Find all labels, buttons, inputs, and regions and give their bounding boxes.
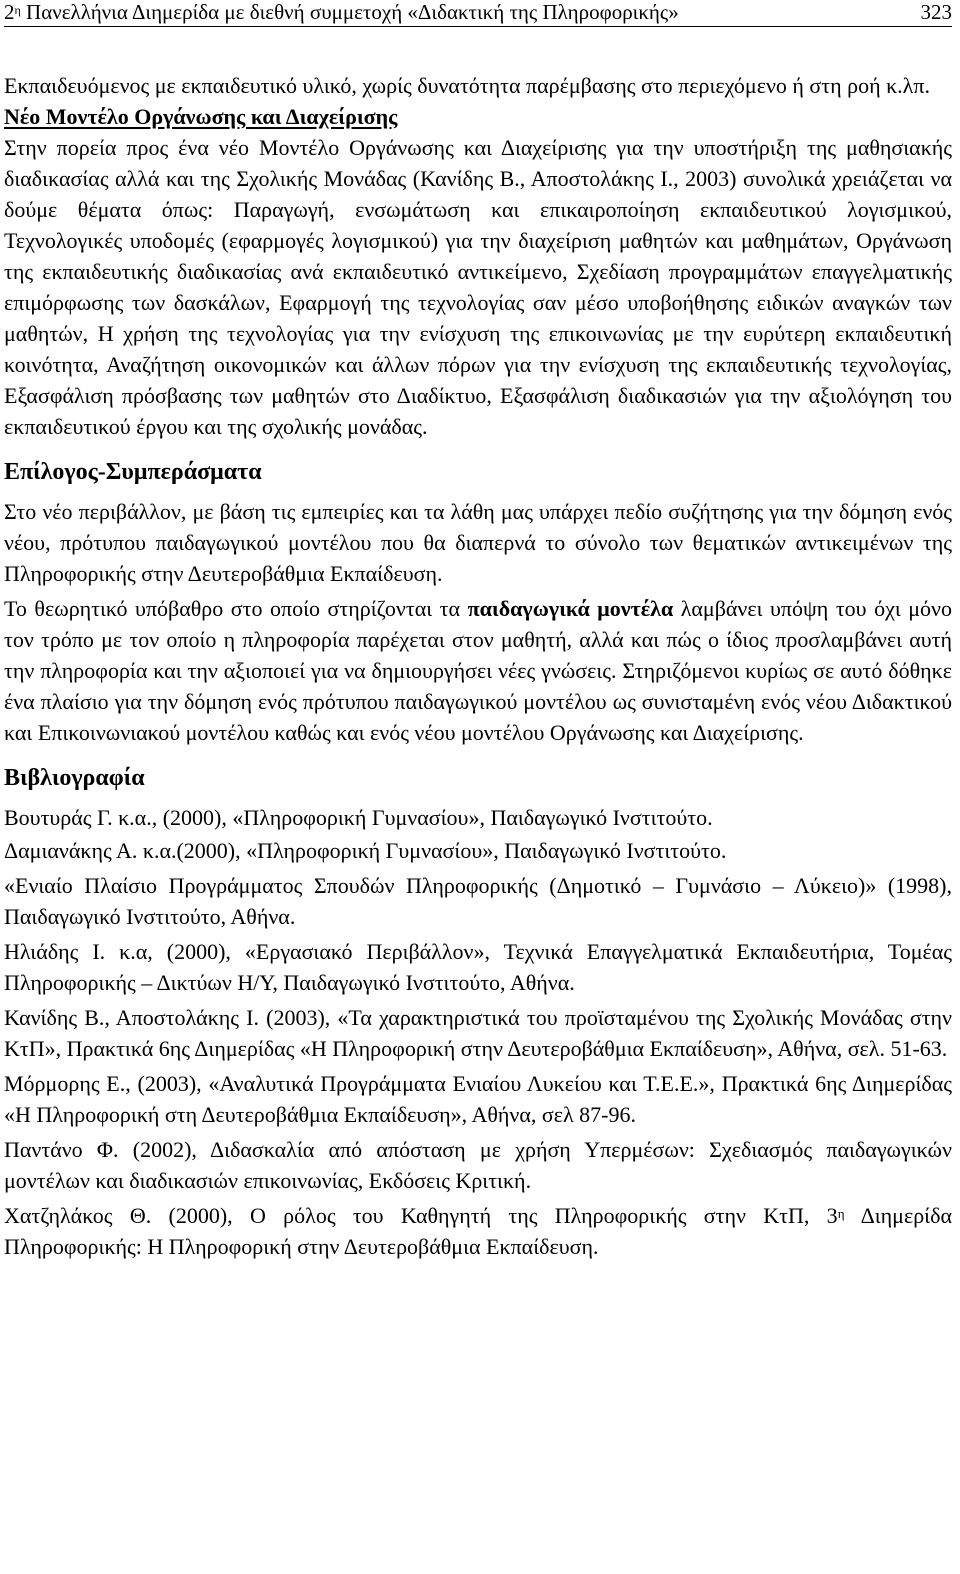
bibliography-entry: «Ενιαίο Πλαίσιο Προγράμματος Σπουδών Πληροφορικής (Δημοτικό – Γυμνάσιο – Λύκειο)» (1998), Παιδαγωγικό Ινστιτούτο, Αθήνα. [4, 873, 952, 929]
bibliography-entry: Βουτυράς Γ. κ.α., (2000), «Πληροφορική Γυμνασίου», Παιδαγωγικό Ινστιτούτο. [4, 805, 713, 830]
epilogue-paragraph-1: Στο νέο περιβάλλον, με βάση τις εμπειρίες και τα λάθη μας υπάρχει πεδίο συζήτησης για την δόμηση ενός νέου, πρότυπου παιδαγωγικού μοντέλου που θα διαπερνά το σύνολο των θεματικών αντικειμένων της Πληροφορικής στην Δευτεροβάθμια Εκπαίδευση. [4, 499, 952, 586]
last-ref-end: Διημερίδα Πληροφορικής: Η Πληροφορική στην Δευτεροβάθμια Εκπαίδευση. [4, 1203, 952, 1259]
last-ref-start: Χατζηλάκος Θ. (2000), Ο ρόλος του Καθηγητή της Πληροφορικής στην ΚτΠ, 3 [4, 1203, 838, 1228]
header-page-number: 323 [920, 0, 952, 24]
bibliography-entry: Παντάνο Φ. (2002), Διδασκαλία από απόσταση με χρήση Υπερμέσων: Σχεδιασμός παιδαγωγικών μοντέλων και διαδικασιών επικοινωνίας, Εκδόσεις Κριτική. [4, 1137, 952, 1193]
document-page [4, 0, 952, 1262]
section-heading-new-model: Νέο Μοντέλο Οργάνωσης και Διαχείρισης [4, 104, 398, 129]
header-divider [4, 26, 952, 27]
bibliography-list [4, 802, 952, 1262]
bibliography-entry: Δαμιανάκης Α. κ.α.(2000), «Πληροφορική Γυμνασίου», Παιδαγωγικό Ινστιτούτο. [4, 838, 727, 863]
bibliography-entry: Ηλιάδης Ι. κ.α, (2000), «Εργασιακό Περιβάλλον», Τεχνικά Επαγγελματικά Εκπαιδευτήρια, Τομέας Πληροφορικής – Δικτύων Η/Υ, Παιδαγωγικό Ινστιτούτο, Αθήνα. [4, 939, 952, 995]
header-title [4, 0, 679, 24]
header-title-ordinal: η [14, 3, 21, 17]
epilogue-paragraph-2-end: λαμβάνει υπόψη του όχι μόνο τον τρόπο με τον οποίο η πληροφορία παρέχεται στον μαθητή, αλλά και πώς ο ίδιος προσλαμβάνει αυτή την πληροφορία και την αξιοποιεί για να δημιουργήσει νέες γνώσεις. Στηριζόμενοι κυρίως σε αυτό δόθηκε ένα πλαίσιο για την δόμηση ενός πρότυπου παιδαγωγικού μοντέλου ως συνισταμένη ενός νέου Διδακτικού και Επικοινωνιακού μοντέλου καθώς και ενός νέου μοντέλου Οργάνωσης και Διαχείρισης. [4, 596, 952, 745]
header-title-text: Πανελλήνια Διημερίδα με διεθνή συμμετοχή «Διδακτική της Πληροφορικής» [20, 0, 679, 24]
last-ref-ordinal: η [837, 1206, 845, 1221]
header-title-number: 2 [4, 0, 15, 24]
section-heading-bibliography: Βιβλιογραφία [4, 765, 145, 791]
body-text [4, 70, 952, 1262]
section-heading-epilogue: Επίλογος-Συμπεράσματα [4, 459, 262, 485]
epilogue-bold-term: παιδαγωγικά μοντέλα [467, 596, 674, 621]
bibliography-entry: Μόρμορης Ε., (2003), «Αναλυτικά Προγράμματα Ενιαίου Λυκείου και Τ.Ε.Ε.», Πρακτικά 6ης Διημερίδας «Η Πληροφορική στη Δευτεροβάθμια Εκπαίδευση», Αθήνα, σελ 87-96. [4, 1071, 952, 1127]
intro-paragraph: Εκπαιδευόμενος με εκπαιδευτικό υλικό, χωρίς δυνατότητα παρέμβασης στο περιεχόμενο ή στη ροή κ.λπ. [4, 73, 930, 98]
bibliography-entry-last [4, 1200, 952, 1262]
new-model-paragraph: Στην πορεία προς ένα νέο Μοντέλο Οργάνωσης και Διαχείρισης για την υποστήριξη της μαθησιακής διαδικασίας αλλά και της Σχολικής Μονάδας (Κανίδης Β., Αποστολάκης Ι., 2003) συνολικά χρειάζεται να δούμε θέματα όπως: Παραγωγή, ενσωμάτωση και επικαιροποίηση εκπαιδευτικού λογισμικού, Τεχνολογικές υποδομές (εφαρμογές λογισμικού) για την διαχείριση μαθητών και μαθημάτων, Οργάνωση της εκπαιδευτικής διαδικασίας ανά εκπαιδευτικό αντικείμενο, Σχεδίαση προγραμμάτων επαγγελματικής επιμόρφωσης των δασκάλων, Εφαρμογή της τεχνολογίας σαν μέσο υποβοήθησης ειδικών αναγκών των μαθητών, Η χρήση της τεχνολογίας για την ενίσχυση της επικοινωνίας με την ευρύτερη εκπαιδευτική κοινότητα, Αναζήτηση οικονομικών και άλλων πόρων για την ενίσχυση της εκπαιδευτικής τεχνολογίας, Εξασφάλιση πρόσβασης των μαθητών στο Διαδίκτυο, Εξασφάλιση διαδικασιών για την αξιολόγηση του εκπαιδευτικού έργου και της σχολικής μονάδας. [4, 135, 952, 439]
epilogue-paragraph-2-start: Το θεωρητικό υπόβαθρο στο οποίο στηρίζονται τα [4, 596, 468, 621]
running-header [4, 0, 952, 30]
bibliography-entry: Κανίδης Β., Αποστολάκης Ι. (2003), «Τα χαρακτηριστικά του προϊσταμένου της Σχολικής Μονάδας στην ΚτΠ», Πρακτικά 6ης Διημερίδας «Η Πληροφορική στην Δευτεροβάθμια Εκπαίδευση», Αθήνα, σελ. 51-63. [4, 1005, 952, 1061]
epilogue-paragraph-2 [4, 593, 952, 748]
